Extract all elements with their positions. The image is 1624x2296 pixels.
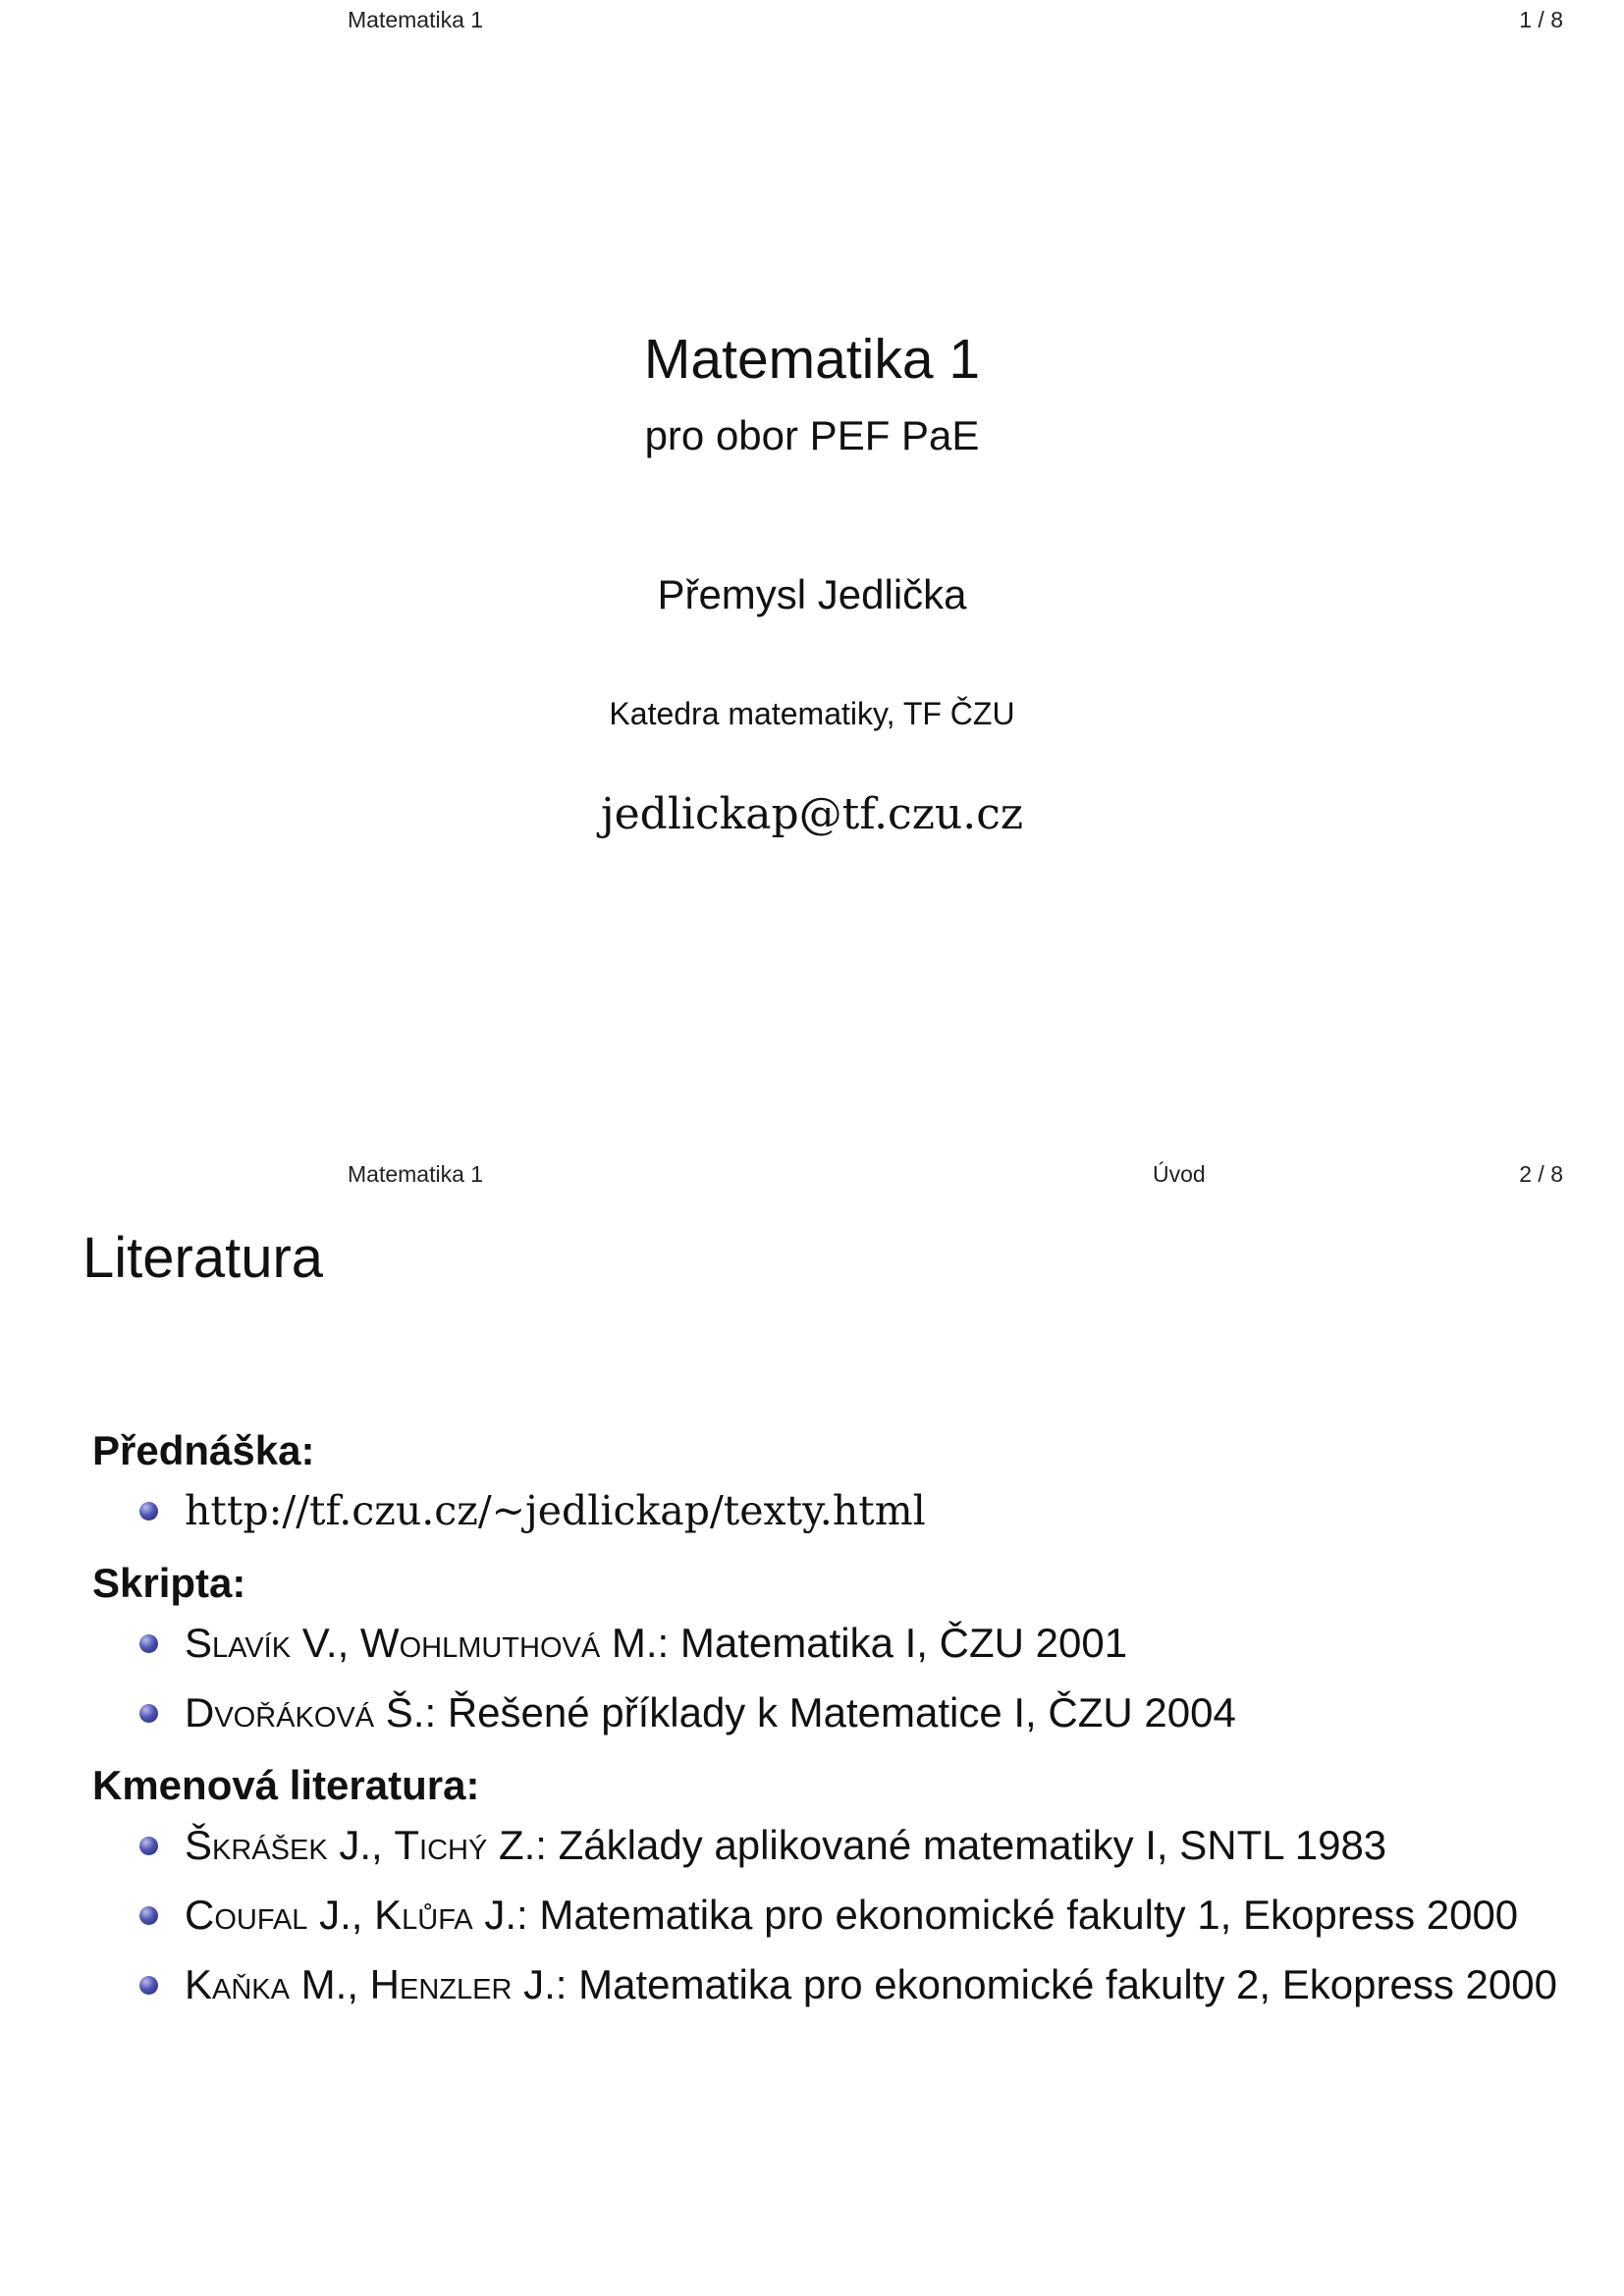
- author-surname: Škrášek: [185, 1822, 328, 1868]
- book-title: Řešené příklady k Matematice I, ČZU 2004: [447, 1689, 1236, 1735]
- literature-list: [92, 1419, 1565, 2026]
- author-initial: M.:: [600, 1620, 680, 1666]
- literature-slide: [0, 1154, 1624, 2296]
- book-title: Matematika I, ČZU 2001: [679, 1620, 1128, 1666]
- page-number: 2 / 8: [1519, 1161, 1563, 1187]
- author-surname: Klůfa: [374, 1892, 473, 1938]
- book-title: Základy aplikované matematiky I, SNTL 1983: [558, 1822, 1387, 1868]
- slide-header: [0, 0, 1624, 39]
- bullet-icon: [139, 1976, 158, 1995]
- author-initial: J.,: [307, 1892, 375, 1938]
- lecture-url[interactable]: http://tf.czu.cz/~jedlickap/texty.html: [185, 1487, 926, 1534]
- institute: Katedra matematiky, TF ČZU: [609, 696, 1015, 731]
- author-initial: J.:: [472, 1892, 540, 1938]
- author-surname: Henzler: [369, 1961, 513, 2007]
- list-item: [92, 1482, 1565, 1539]
- author-surname: Dvořáková: [185, 1689, 375, 1735]
- author-surname: Coufal: [185, 1892, 308, 1938]
- author-surname: Tichý: [394, 1822, 488, 1868]
- bullet-icon: [139, 1502, 158, 1521]
- list-item: [92, 1615, 1565, 1672]
- frame-title: Literatura: [82, 1226, 324, 1290]
- list-item: [92, 1887, 1565, 1944]
- list-item: [92, 1684, 1565, 1741]
- author-name: Přemysl Jedlička: [657, 571, 967, 617]
- header-title[interactable]: Matematika 1: [348, 1161, 484, 1187]
- author-initial: Š.:: [374, 1689, 448, 1735]
- list-item: [92, 1817, 1565, 1874]
- author-email[interactable]: jedlickap@tf.czu.cz: [600, 789, 1024, 839]
- lecture-heading: Přednáška:: [92, 1427, 315, 1473]
- author-initial: Z.:: [487, 1822, 559, 1868]
- author-surname: Slavík: [185, 1620, 292, 1666]
- bullet-icon: [139, 1704, 158, 1723]
- page-number: 1 / 8: [1519, 7, 1563, 32]
- book-title: Matematika pro ekonomické fakulty 2, Ekopress 2000: [578, 1961, 1557, 2007]
- author-initial: J.:: [512, 1961, 579, 2007]
- author-initial: V.,: [291, 1620, 360, 1666]
- bullet-icon: [139, 1634, 158, 1653]
- author-initial: J.,: [327, 1822, 395, 1868]
- author-initial: M.,: [290, 1961, 370, 2007]
- header-title[interactable]: Matematika 1: [348, 7, 484, 32]
- author-surname: Kaňka: [185, 1961, 290, 2007]
- bullet-icon: [139, 1906, 158, 1925]
- core-literature-heading: Kmenová literatura:: [92, 1762, 480, 1808]
- author-surname: Wohlmuthová: [359, 1620, 601, 1666]
- list-item: [92, 1956, 1565, 2013]
- presentation-subtitle: pro obor PEF PaE: [644, 412, 980, 458]
- book-title: Matematika pro ekonomické fakulty 1, Ekopress 2000: [539, 1892, 1519, 1938]
- scripts-heading: Skripta:: [92, 1560, 246, 1606]
- slide-header: [0, 1154, 1624, 1194]
- header-section[interactable]: Úvod: [1153, 1161, 1206, 1187]
- presentation-title: Matematika 1: [643, 328, 981, 391]
- bullet-icon: [139, 1837, 158, 1855]
